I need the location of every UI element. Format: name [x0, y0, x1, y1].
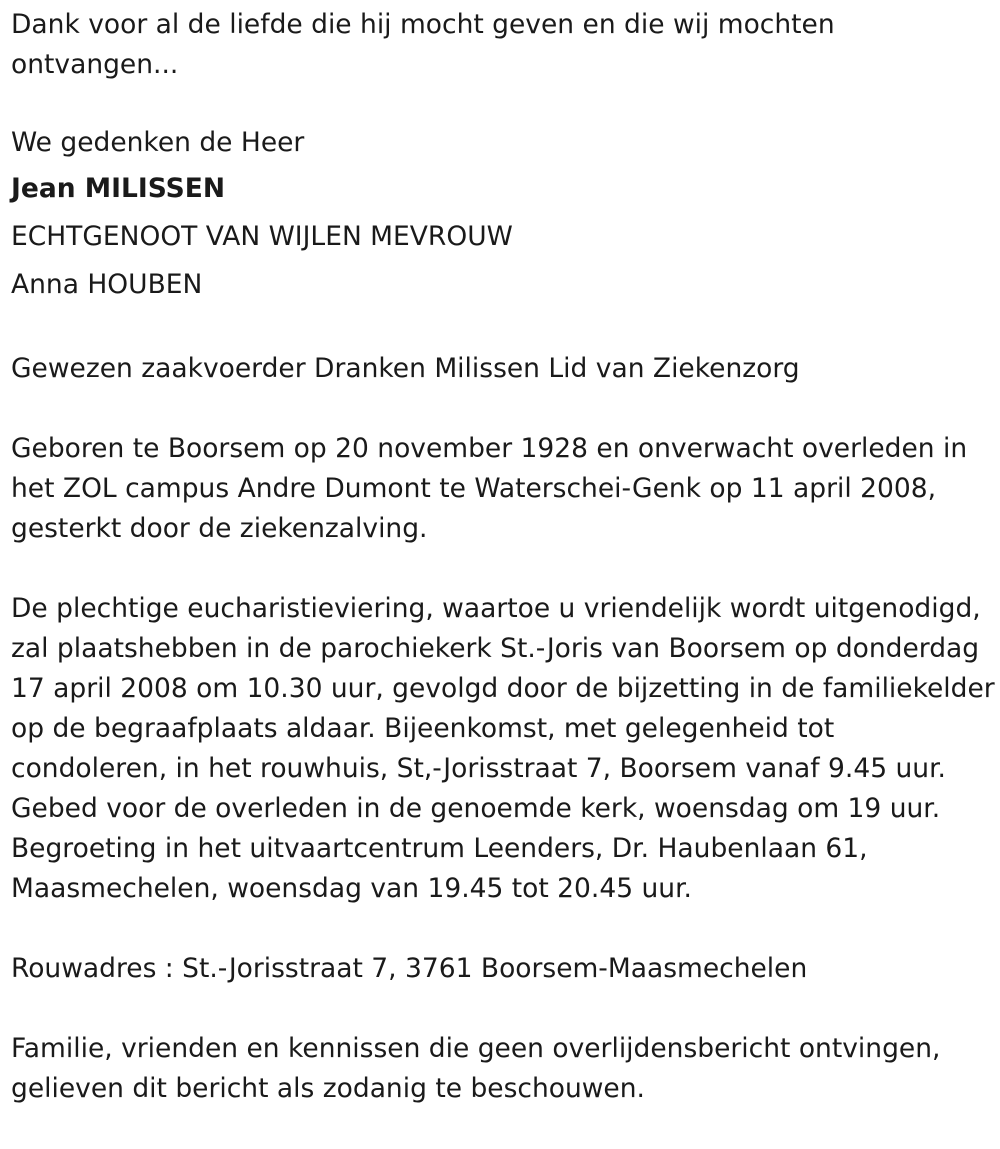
spouse-name: Anna HOUBEN	[11, 269, 203, 300]
ceremony-line: zal plaatshebben in de parochiekerk St.-Joris van Boorsem op donderdag	[11, 633, 980, 664]
notice-paragraph	[11, 1029, 996, 1109]
intro-line: ontvangen...	[11, 49, 179, 80]
notice-line: gelieven dit bericht als zodanig te beschouwen.	[11, 1073, 645, 1104]
address-paragraph	[11, 949, 996, 989]
spouse-title: ECHTGENOOT VAN WIJLEN MEVROUW	[11, 221, 513, 252]
ceremony-paragraph	[11, 589, 996, 909]
occupation-line: Gewezen zaakvoerder Dranken Milissen Lid van Ziekenzorg	[11, 353, 800, 384]
deceased-name: Jean MILISSEN	[11, 173, 226, 204]
ceremony-line: Gebed voor de overleden in de genoemde kerk, woensdag om 19 uur.	[11, 793, 941, 824]
intro-line: Dank voor al de liefde die hij mocht geven en die wij mochten	[11, 9, 835, 40]
name-block	[11, 125, 996, 309]
obituary-document	[11, 5, 996, 1149]
ceremony-line: Maasmechelen, woensdag van 19.45 tot 20.45 uur.	[11, 873, 692, 904]
intro-paragraph	[11, 5, 996, 85]
occupation-paragraph	[11, 349, 996, 389]
birth-death-paragraph	[11, 429, 996, 549]
ceremony-line: op de begraafplaats aldaar. Bijeenkomst, met gelegenheid tot	[11, 713, 835, 744]
ceremony-line: De plechtige eucharistieviering, waartoe u vriendelijk wordt uitgenodigd,	[11, 593, 981, 624]
birth-death-line: Geboren te Boorsem op 20 november 1928 en onverwacht overleden in	[11, 433, 968, 464]
ceremony-line: Begroeting in het uitvaartcentrum Leenders, Dr. Haubenlaan 61,	[11, 833, 868, 864]
ceremony-line: 17 april 2008 om 10.30 uur, gevolgd door de bijzetting in de familiekelder	[11, 673, 995, 704]
ceremony-line: condoleren, in het rouwhuis, St,-Jorisstraat 7, Boorsem vanaf 9.45 uur.	[11, 753, 946, 784]
notice-line: Familie, vrienden en kennissen die geen overlijdensbericht ontvingen,	[11, 1033, 941, 1064]
birth-death-line: het ZOL campus Andre Dumont te Waterschei-Genk op 11 april 2008,	[11, 473, 937, 504]
mourning-address: Rouwadres : St.-Jorisstraat 7, 3761 Boorsem-Maasmechelen	[11, 953, 808, 984]
remembrance-line: We gedenken de Heer	[11, 127, 305, 158]
birth-death-line: gesterkt door de ziekenzalving.	[11, 513, 428, 544]
